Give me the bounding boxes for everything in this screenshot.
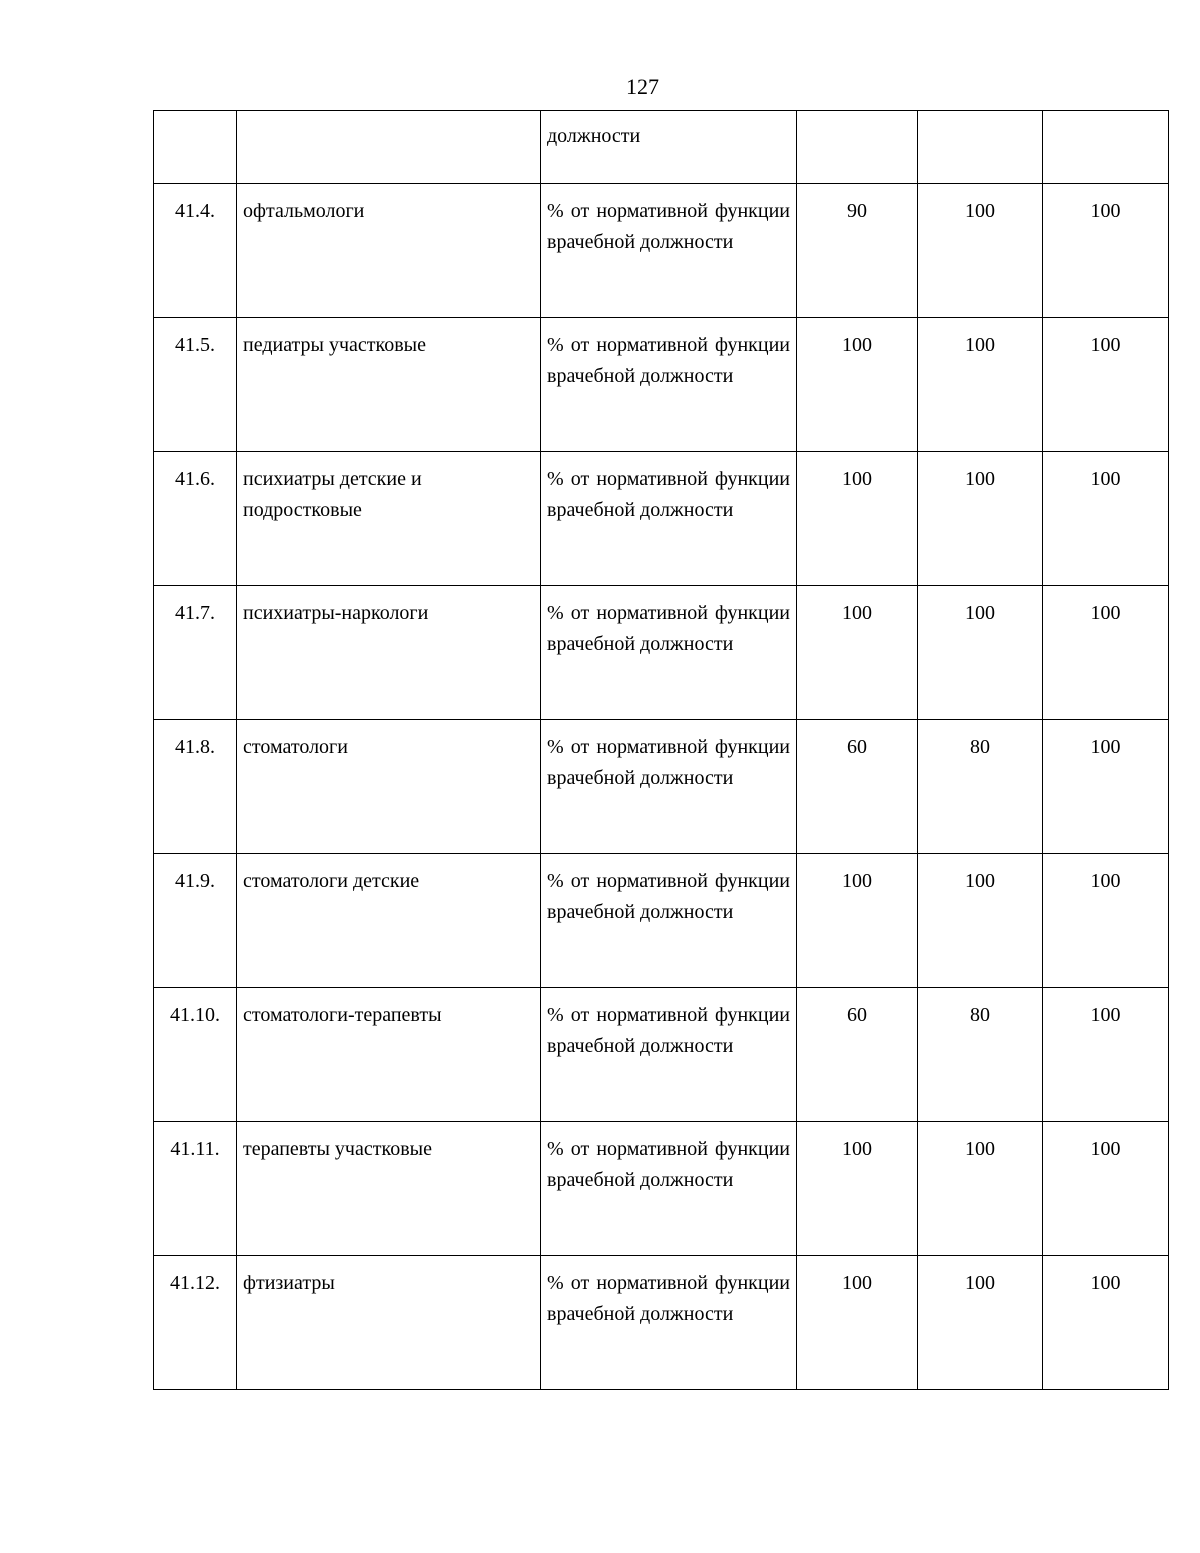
specialty-cell: стоматологи bbox=[237, 720, 541, 854]
table-row bbox=[154, 1256, 1169, 1390]
unit-cell: % от нормативной функции врачебной должности bbox=[541, 854, 797, 988]
value-cell-1: 60 bbox=[797, 988, 918, 1122]
unit-cell: % от нормативной функции врачебной должности bbox=[541, 184, 797, 318]
value-cell-3: 100 bbox=[1043, 854, 1169, 988]
table-row bbox=[154, 111, 1169, 184]
specialty-cell: терапевты участковые bbox=[237, 1122, 541, 1256]
row-number-cell: 41.6. bbox=[154, 452, 237, 586]
value-cell-1: 100 bbox=[797, 452, 918, 586]
row-number-cell: 41.11. bbox=[154, 1122, 237, 1256]
value-cell-1: 100 bbox=[797, 1122, 918, 1256]
value-cell-1: 100 bbox=[797, 854, 918, 988]
value-cell-3: 100 bbox=[1043, 452, 1169, 586]
unit-cell: % от нормативной функции врачебной должности bbox=[541, 720, 797, 854]
table-row bbox=[154, 184, 1169, 318]
table-row bbox=[154, 586, 1169, 720]
row-number-cell: 41.5. bbox=[154, 318, 237, 452]
indicators-table bbox=[153, 110, 1169, 1390]
table-row bbox=[154, 854, 1169, 988]
specialty-cell: стоматологи детские bbox=[237, 854, 541, 988]
value-cell-3: 100 bbox=[1043, 720, 1169, 854]
value-cell-3: 100 bbox=[1043, 988, 1169, 1122]
unit-cell: % от нормативной функции врачебной должности bbox=[541, 1256, 797, 1390]
value-cell-1: 60 bbox=[797, 720, 918, 854]
value-cell-3 bbox=[1043, 111, 1169, 184]
row-number-cell: 41.4. bbox=[154, 184, 237, 318]
value-cell-2: 100 bbox=[918, 452, 1043, 586]
specialty-cell: офтальмологи bbox=[237, 184, 541, 318]
unit-cell: % от нормативной функции врачебной должности bbox=[541, 988, 797, 1122]
value-cell-3: 100 bbox=[1043, 184, 1169, 318]
page-number: 127 bbox=[626, 74, 659, 99]
value-cell-2: 80 bbox=[918, 988, 1043, 1122]
table-row bbox=[154, 452, 1169, 586]
specialty-cell bbox=[237, 111, 541, 184]
value-cell-2: 100 bbox=[918, 854, 1043, 988]
value-cell-3: 100 bbox=[1043, 1122, 1169, 1256]
value-cell-1: 90 bbox=[797, 184, 918, 318]
value-cell-1: 100 bbox=[797, 1256, 918, 1390]
row-number-cell: 41.9. bbox=[154, 854, 237, 988]
table-row bbox=[154, 1122, 1169, 1256]
unit-cell: % от нормативной функции врачебной должности bbox=[541, 1122, 797, 1256]
value-cell-1: 100 bbox=[797, 586, 918, 720]
unit-cell: % от нормативной функции врачебной должности bbox=[541, 452, 797, 586]
value-cell-3: 100 bbox=[1043, 1256, 1169, 1390]
value-cell-2: 100 bbox=[918, 1256, 1043, 1390]
specialty-cell: фтизиатры bbox=[237, 1256, 541, 1390]
value-cell-2: 100 bbox=[918, 586, 1043, 720]
specialty-cell: психиатры-наркологи bbox=[237, 586, 541, 720]
value-cell-2: 80 bbox=[918, 720, 1043, 854]
value-cell-2: 100 bbox=[918, 1122, 1043, 1256]
value-cell-2: 100 bbox=[918, 184, 1043, 318]
table-row bbox=[154, 720, 1169, 854]
unit-cell: % от нормативной функции врачебной должности bbox=[541, 318, 797, 452]
row-number-cell: 41.10. bbox=[154, 988, 237, 1122]
row-number-cell: 41.7. bbox=[154, 586, 237, 720]
row-number-cell: 41.8. bbox=[154, 720, 237, 854]
value-cell-1: 100 bbox=[797, 318, 918, 452]
row-number-cell: 41.12. bbox=[154, 1256, 237, 1390]
value-cell-3: 100 bbox=[1043, 586, 1169, 720]
specialty-cell: педиатры участковые bbox=[237, 318, 541, 452]
specialty-cell: стоматологи-терапевты bbox=[237, 988, 541, 1122]
table-row bbox=[154, 988, 1169, 1122]
table-row bbox=[154, 318, 1169, 452]
value-cell-3: 100 bbox=[1043, 318, 1169, 452]
value-cell-1 bbox=[797, 111, 918, 184]
unit-cell: должности bbox=[541, 111, 797, 184]
value-cell-2 bbox=[918, 111, 1043, 184]
specialty-cell: психиатры детские и подростковые bbox=[237, 452, 541, 586]
value-cell-2: 100 bbox=[918, 318, 1043, 452]
row-number-cell bbox=[154, 111, 237, 184]
unit-cell: % от нормативной функции врачебной должности bbox=[541, 586, 797, 720]
